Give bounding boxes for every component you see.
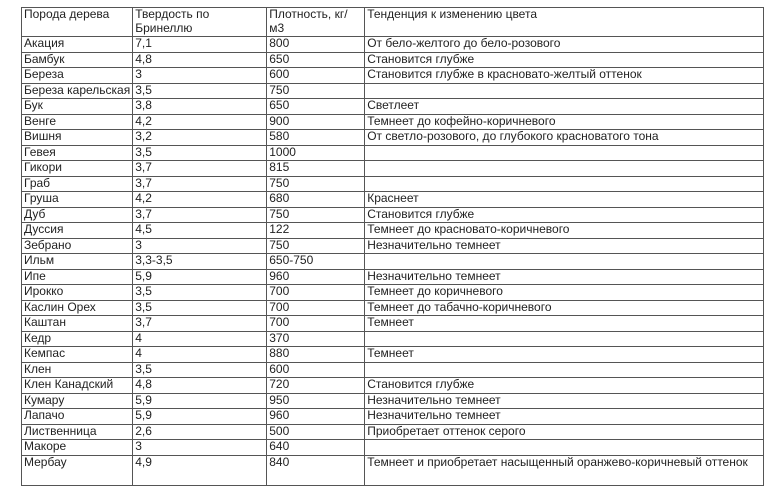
cell-species: Макоре — [22, 440, 133, 456]
cell-color-change: Незначительно темнеет — [365, 238, 764, 254]
cell-color-change — [365, 176, 764, 192]
table-row — [22, 176, 764, 192]
cell-density: 600 — [267, 362, 365, 378]
cell-species: Зебрано — [22, 238, 133, 254]
cell-color-change: Темнеет — [365, 347, 764, 363]
cell-color-change: Темнеет до табачно-коричневого — [365, 300, 764, 316]
cell-color-change: От светло-розового, до глубокого красноватого тона — [365, 130, 764, 146]
cell-hardness: 3 — [133, 68, 267, 84]
cell-color-change: Темнеет до красновато-коричневого — [365, 223, 764, 239]
cell-species: Лиственница — [22, 424, 133, 440]
cell-color-change — [365, 83, 764, 99]
cell-color-change — [365, 440, 764, 456]
table-row — [22, 37, 764, 53]
cell-species: Каслин Орех — [22, 300, 133, 316]
cell-species: Мербау — [22, 455, 133, 485]
table-row — [22, 238, 764, 254]
table-row — [22, 440, 764, 456]
cell-color-change — [365, 331, 764, 347]
table-row — [22, 161, 764, 177]
cell-hardness: 3,5 — [133, 285, 267, 301]
cell-color-change — [365, 254, 764, 270]
table-row — [22, 424, 764, 440]
cell-density: 650 — [267, 99, 365, 115]
cell-color-change: Становится глубже — [365, 207, 764, 223]
cell-hardness: 3,5 — [133, 300, 267, 316]
table-row — [22, 114, 764, 130]
cell-color-change: Становится глубже в красновато-желтый оттенок — [365, 68, 764, 84]
cell-hardness: 2,6 — [133, 424, 267, 440]
table-row — [22, 83, 764, 99]
cell-density: 800 — [267, 37, 365, 53]
cell-density: 370 — [267, 331, 365, 347]
cell-density: 750 — [267, 176, 365, 192]
cell-hardness: 4,2 — [133, 114, 267, 130]
cell-species: Лапачо — [22, 409, 133, 425]
table-row — [22, 378, 764, 394]
cell-hardness: 4 — [133, 331, 267, 347]
cell-density: 960 — [267, 269, 365, 285]
cell-density: 500 — [267, 424, 365, 440]
cell-density: 700 — [267, 300, 365, 316]
cell-hardness: 4 — [133, 347, 267, 363]
table-body — [22, 37, 764, 486]
cell-species: Груша — [22, 192, 133, 208]
cell-species: Клен Канадский — [22, 378, 133, 394]
cell-hardness: 7,1 — [133, 37, 267, 53]
cell-density: 600 — [267, 68, 365, 84]
cell-species: Венге — [22, 114, 133, 130]
table-row — [22, 254, 764, 270]
header-density: Плотность, кг/м3 — [267, 8, 365, 37]
table-row — [22, 269, 764, 285]
cell-hardness: 3,7 — [133, 176, 267, 192]
cell-density: 1000 — [267, 145, 365, 161]
cell-species: Кумару — [22, 393, 133, 409]
cell-density: 750 — [267, 238, 365, 254]
cell-hardness: 3,7 — [133, 161, 267, 177]
cell-density: 880 — [267, 347, 365, 363]
cell-species: Кемпас — [22, 347, 133, 363]
table-row — [22, 99, 764, 115]
table-row — [22, 207, 764, 223]
cell-hardness: 3 — [133, 238, 267, 254]
cell-color-change: Темнеет до коричневого — [365, 285, 764, 301]
cell-hardness: 4,9 — [133, 455, 267, 485]
cell-species: Гевея — [22, 145, 133, 161]
cell-density: 900 — [267, 114, 365, 130]
cell-density: 960 — [267, 409, 365, 425]
table-row — [22, 223, 764, 239]
cell-species: Вишня — [22, 130, 133, 146]
cell-hardness: 4,5 — [133, 223, 267, 239]
cell-hardness: 3,7 — [133, 207, 267, 223]
cell-density: 700 — [267, 316, 365, 332]
cell-species: Клен — [22, 362, 133, 378]
cell-species: Кедр — [22, 331, 133, 347]
cell-color-change: Незначительно темнеет — [365, 409, 764, 425]
table-row — [22, 393, 764, 409]
cell-color-change: Краснеет — [365, 192, 764, 208]
cell-species: Бамбук — [22, 52, 133, 68]
table-row — [22, 316, 764, 332]
cell-color-change: Светлеет — [365, 99, 764, 115]
cell-hardness: 3,5 — [133, 362, 267, 378]
cell-density: 815 — [267, 161, 365, 177]
table-row — [22, 347, 764, 363]
header-color-change: Тенденция к изменению цвета — [365, 8, 764, 37]
cell-color-change: Темнеет до кофейно-коричневого — [365, 114, 764, 130]
cell-color-change — [365, 145, 764, 161]
cell-color-change: Незначительно темнеет — [365, 269, 764, 285]
table-row — [22, 455, 764, 485]
cell-density: 680 — [267, 192, 365, 208]
cell-species: Ильм — [22, 254, 133, 270]
cell-density: 720 — [267, 378, 365, 394]
wood-properties-sheet — [21, 7, 764, 486]
cell-species: Граб — [22, 176, 133, 192]
cell-color-change — [365, 362, 764, 378]
cell-species: Гикори — [22, 161, 133, 177]
table-row — [22, 362, 764, 378]
cell-hardness: 5,9 — [133, 409, 267, 425]
wood-properties-table — [21, 7, 764, 486]
cell-species: Береза карельская — [22, 83, 133, 99]
table-row — [22, 285, 764, 301]
cell-species: Акация — [22, 37, 133, 53]
cell-hardness: 5,9 — [133, 269, 267, 285]
cell-color-change: Становится глубже — [365, 378, 764, 394]
cell-hardness: 4,8 — [133, 378, 267, 394]
table-row — [22, 192, 764, 208]
cell-density: 640 — [267, 440, 365, 456]
cell-density: 950 — [267, 393, 365, 409]
table-row — [22, 145, 764, 161]
cell-species: Дуссия — [22, 223, 133, 239]
header-hardness: Твердость по Бринеллю — [133, 8, 267, 37]
cell-density: 700 — [267, 285, 365, 301]
cell-hardness: 3,2 — [133, 130, 267, 146]
cell-color-change: Приобретает оттенок серого — [365, 424, 764, 440]
cell-species: Ипе — [22, 269, 133, 285]
cell-species: Каштан — [22, 316, 133, 332]
cell-color-change: Темнеет и приобретает насыщенный оранжево-коричневый оттенок — [365, 455, 764, 485]
cell-color-change: Темнеет — [365, 316, 764, 332]
cell-hardness: 3 — [133, 440, 267, 456]
cell-species: Ирокко — [22, 285, 133, 301]
table-row — [22, 68, 764, 84]
cell-color-change: Становится глубже — [365, 52, 764, 68]
cell-density: 650-750 — [267, 254, 365, 270]
cell-hardness: 4,2 — [133, 192, 267, 208]
table-row — [22, 409, 764, 425]
cell-color-change — [365, 161, 764, 177]
table-header-row — [22, 8, 764, 37]
cell-density: 750 — [267, 207, 365, 223]
table-row — [22, 130, 764, 146]
cell-density: 580 — [267, 130, 365, 146]
cell-hardness: 3,5 — [133, 145, 267, 161]
cell-species: Бук — [22, 99, 133, 115]
header-species: Порода дерева — [22, 8, 133, 37]
cell-hardness: 4,8 — [133, 52, 267, 68]
cell-hardness: 5,9 — [133, 393, 267, 409]
table-row — [22, 52, 764, 68]
cell-hardness: 3,5 — [133, 83, 267, 99]
cell-species: Дуб — [22, 207, 133, 223]
cell-hardness: 3,8 — [133, 99, 267, 115]
cell-hardness: 3,3-3,5 — [133, 254, 267, 270]
cell-species: Береза — [22, 68, 133, 84]
table-row — [22, 300, 764, 316]
cell-color-change: От бело-желтого до бело-розового — [365, 37, 764, 53]
cell-color-change: Незначительно темнеет — [365, 393, 764, 409]
cell-hardness: 3,7 — [133, 316, 267, 332]
cell-density: 122 — [267, 223, 365, 239]
table-row — [22, 331, 764, 347]
cell-density: 840 — [267, 455, 365, 485]
cell-density: 750 — [267, 83, 365, 99]
cell-density: 650 — [267, 52, 365, 68]
